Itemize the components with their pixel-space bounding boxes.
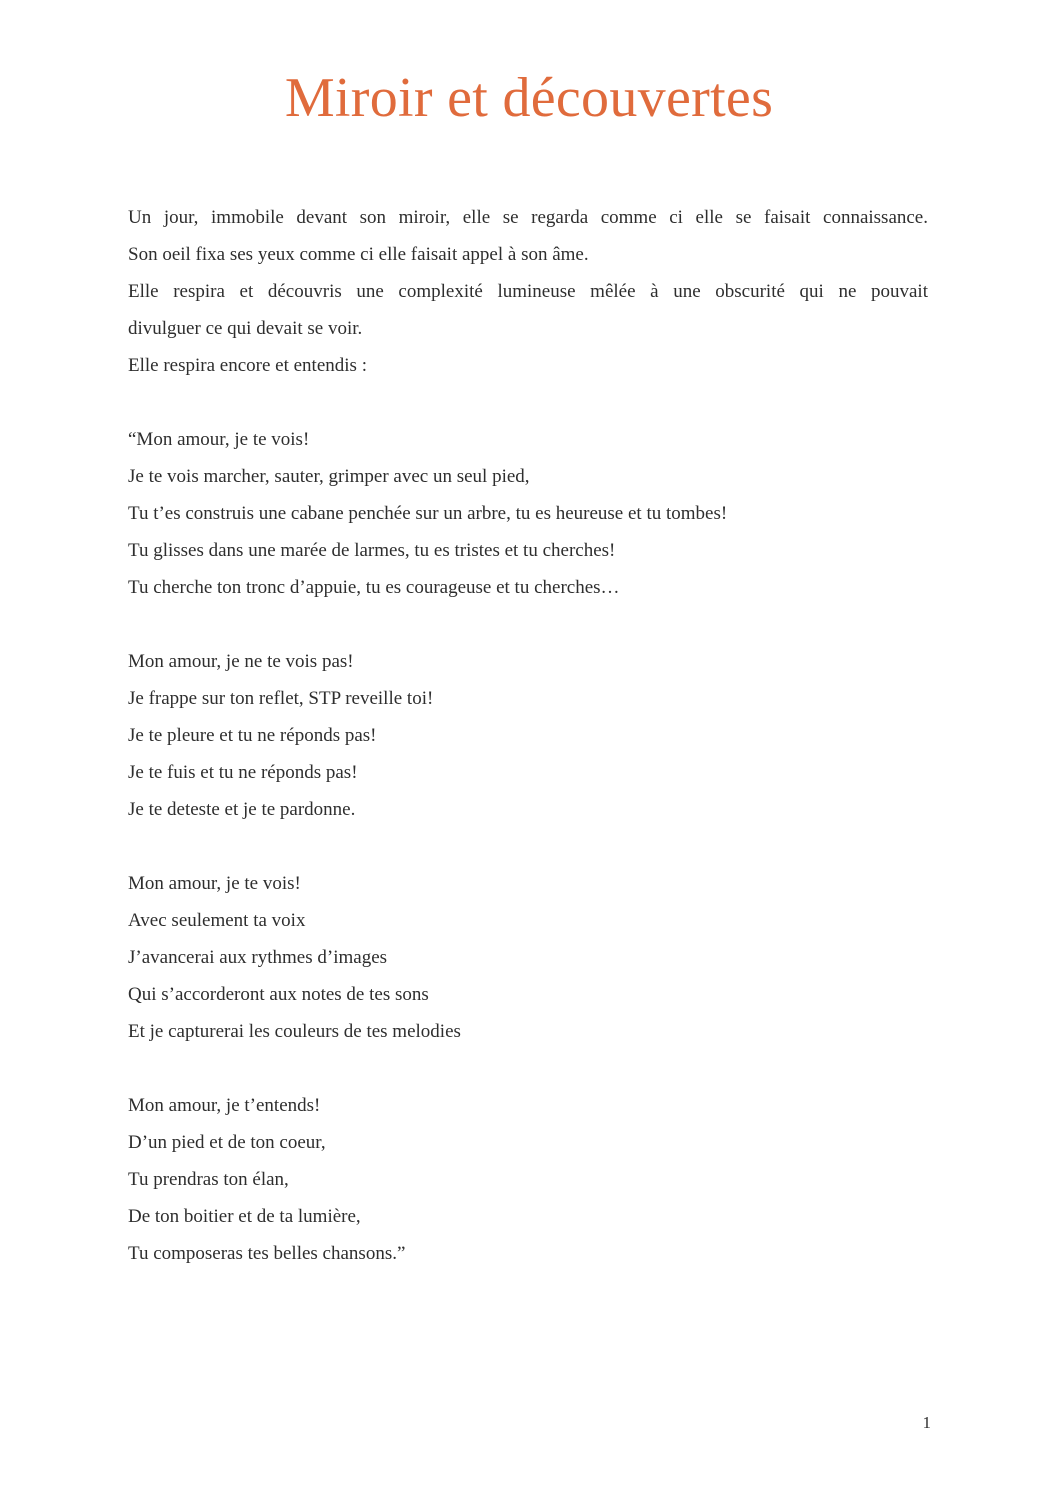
verse-line: Tu glisses dans une marée de larmes, tu es tristes et tu cherches! <box>128 540 616 561</box>
text-line: Elle respira encore et entendis : <box>128 355 367 376</box>
stanza-1 <box>128 421 928 606</box>
verse-line: De ton boitier et de ta lumière, <box>128 1206 361 1227</box>
verse-line: Je te deteste et je te pardonne. <box>128 799 356 820</box>
verse-line: Tu t’es construis une cabane penchée sur un arbre, tu es heureuse et tu tombes! <box>128 503 728 524</box>
verse-line: Je frappe sur ton reflet, STP reveille toi! <box>128 688 434 709</box>
verse-line: Je te vois marcher, sauter, grimper avec un seul pied, <box>128 466 530 487</box>
verse-line: Mon amour, je ne te vois pas! <box>128 651 354 672</box>
text-line: Son oeil fixa ses yeux comme ci elle faisait appel à son âme. <box>128 244 589 265</box>
stanza-2 <box>128 643 928 828</box>
verse-line: Je te fuis et tu ne réponds pas! <box>128 762 358 783</box>
verse-line: J’avancerai aux rythmes d’images <box>128 947 388 968</box>
page-title: Miroir et découvertes <box>284 67 774 129</box>
intro-paragraph <box>128 199 928 384</box>
verse-line: Tu composeras tes belles chansons.” <box>128 1243 406 1264</box>
verse-line: Et je capturerai les couleurs de tes melodies <box>128 1021 461 1042</box>
verse-line: Avec seulement ta voix <box>128 910 306 931</box>
verse-line: “Mon amour, je te vois! <box>128 429 310 450</box>
verse-line: Tu prendras ton élan, <box>128 1169 289 1190</box>
text-line: divulguer ce qui devait se voir. <box>128 318 363 339</box>
text-line: Elle respira et découvris une complexité lumineuse mêlée à une obscurité qui ne pouvait <box>128 281 928 302</box>
verse-line: Mon amour, je t’entends! <box>128 1095 321 1116</box>
verse-line: D’un pied et de ton coeur, <box>128 1132 326 1153</box>
stanza-4 <box>128 1087 928 1272</box>
text-line: Un jour, immobile devant son miroir, elle se regarda comme ci elle se faisait connaissance. <box>128 207 928 228</box>
verse-line: Je te pleure et tu ne réponds pas! <box>128 725 377 746</box>
verse-line: Tu cherche ton tronc d’appuie, tu es courageuse et tu cherches… <box>128 577 620 598</box>
verse-line: Mon amour, je te vois! <box>128 873 301 894</box>
stanza-3 <box>128 865 928 1050</box>
verse-line: Qui s’accorderont aux notes de tes sons <box>128 984 429 1005</box>
page-number: 1 <box>922 1413 931 1432</box>
poem-body <box>128 199 928 1272</box>
